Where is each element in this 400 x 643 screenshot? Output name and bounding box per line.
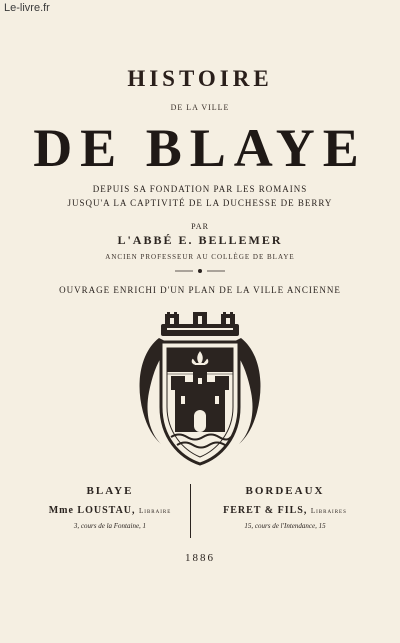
publisher-bordeaux-name	[195, 505, 375, 516]
coat-of-arms-icon	[131, 312, 269, 472]
author-name: L'ABBÉ E. BELLEMER	[117, 233, 283, 247]
publisher-blaye-name-text: Mme LOUSTAU,	[48, 505, 136, 516]
publisher-bordeaux-trade: Libraires	[310, 507, 347, 515]
publisher-bordeaux	[195, 485, 375, 530]
publisher-bordeaux-name-text: FERET & FILS,	[223, 505, 308, 516]
title-de-la-ville: DE LA VILLE	[170, 103, 230, 112]
title-de-blaye: DE BLAYE	[33, 118, 367, 178]
plan-note: OUVRAGE ENRICHI D'UN PLAN DE LA VILLE ANCIENNE	[59, 285, 341, 295]
publisher-blaye	[35, 485, 185, 530]
publication-year: 1886	[185, 552, 215, 564]
publisher-blaye-name	[35, 505, 185, 516]
ornament-divider-icon	[175, 268, 225, 274]
publisher-bordeaux-city: BORDEAUX	[245, 485, 325, 497]
publisher-blaye-city: BLAYE	[86, 485, 134, 497]
title-histoire: HISTOIRE	[127, 66, 273, 91]
publisher-divider	[190, 484, 191, 538]
subtitle-line-1: DEPUIS SA FONDATION PAR LES ROMAINS	[92, 184, 308, 194]
publisher-blaye-address: 3, cours de la Fontaine, 1	[73, 522, 147, 530]
author-par: PAR	[191, 222, 209, 231]
author-role: ANCIEN PROFESSEUR AU COLLÈGE DE BLAYE	[105, 253, 295, 261]
watermark-label: Le-livre.fr	[4, 2, 50, 14]
subtitle-line-2: JUSQU'A LA CAPTIVITÉ DE LA DUCHESSE DE BERRY	[67, 198, 333, 208]
publisher-blaye-trade: Libraire	[139, 507, 172, 515]
publisher-bordeaux-address: 15, cours de l'Intendance, 15	[244, 522, 326, 530]
